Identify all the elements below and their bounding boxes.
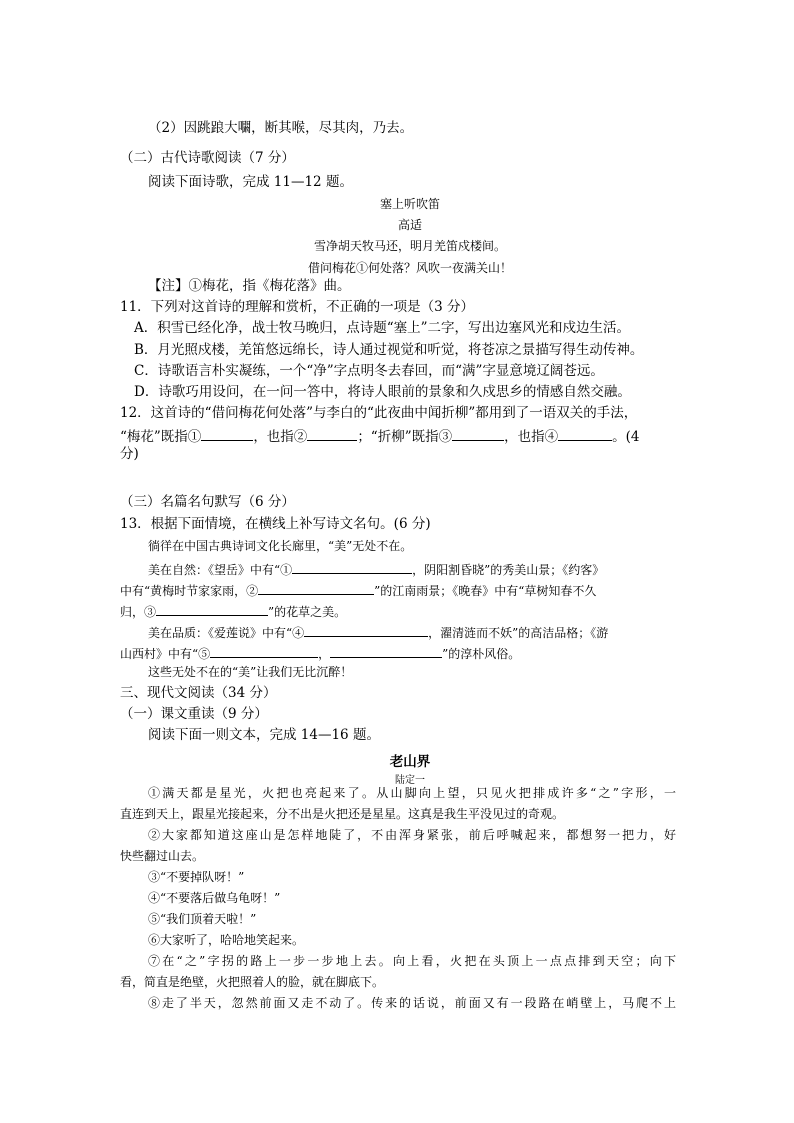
q11-option-c: C．诗歌语言朴实凝练，一个“净”字点明冬去春回，而“满”字显意境辽阔苍远。: [134, 363, 604, 379]
para-7-line-2: 看，简直是绝壁，火把照着人的脸，就在脚底下。: [120, 975, 385, 989]
character-text-2a: 山西村》中有“⑤: [120, 647, 211, 661]
q10-sentence-2: （2）因跳踉大㘚，断其喉，尽其肉，乃去。: [148, 120, 414, 136]
dictation-closing: 这些无处不在的“美”让我们无比沉醉！: [148, 665, 353, 679]
answer-blank-1[interactable]: [201, 428, 253, 441]
nature-text-2b: ”的江南雨景；《晚春》中有“草树知春不久: [374, 584, 597, 598]
para-2-line-2: 快些翻过山去。: [120, 849, 205, 863]
dictation-blank-3[interactable]: [156, 603, 268, 616]
dictation-blank-5b[interactable]: [330, 645, 442, 658]
modern-sub-heading: （一）课文重读（9 分）: [120, 706, 268, 722]
q11-option-b: B．月光照戍楼，羌笛悠远绵长，诗人通过视觉和听觉，将苍凉之景描写得生动传神。: [134, 342, 644, 358]
dictation-blank-5a[interactable]: [210, 645, 318, 658]
character-text-2c: ”的淳朴风俗。: [442, 647, 521, 661]
modern-instruction: 阅读下面一则文本，完成 14—16 题。: [148, 727, 380, 743]
para-7-text-1: ⑦在“之”字拐的路上一步一步地上去。向上看，火把在头顶上一点点排到天空；向下: [148, 954, 676, 968]
q11-stem: 11．下列对这首诗的理解和赏析，不正确的一项是（3 分）: [120, 299, 475, 315]
poem-line-1: 雪净胡天牧马还，明月羌笛戍楼间。: [313, 239, 506, 253]
dictation-blank-2[interactable]: [258, 582, 374, 595]
para-1-line-1: [148, 787, 676, 799]
dictation-blank-4[interactable]: [304, 624, 428, 637]
para-6: ⑥大家听了，哈哈地笑起来。: [148, 933, 305, 947]
para-1-line-2: 直连到天上，跟星光接起来，分不出是火把还是星星。这真是我生平没见过的奇观。: [120, 807, 565, 821]
q11-option-a: A．积雪已经化净，战士牧马晚归，点诗题“塞上”二字，写出边塞风光和戍边生活。: [134, 320, 631, 336]
answer-blank-3[interactable]: [452, 428, 504, 441]
dictation-intro: 徜徉在中国古典诗词文化长廊里，“美”无处不在。: [148, 539, 413, 553]
answer-blank-4[interactable]: [558, 428, 612, 441]
article-title: 老山界: [389, 754, 431, 770]
character-text-1b: ，濯清涟而不妖”的高洁品格；《游: [428, 626, 609, 640]
para-3: ③“不要掉队呀！”: [148, 870, 245, 884]
para-1-text-1: ①满天都是星光，火把也亮起来了。从山脚向上望，只见火把排成许多“之”字形，一: [148, 786, 676, 800]
character-line-2: [120, 645, 520, 660]
dictation-heading: （三）名篇名句默写（6 分）: [120, 494, 295, 510]
poem-note: 【注】①梅花，指《梅花落》曲。: [148, 278, 351, 294]
nature-text-1a: 美在自然：《望岳》中有“①: [148, 563, 293, 577]
para-7-line-1: [148, 955, 676, 967]
nature-line-2: [120, 582, 596, 597]
modern-heading: 三、现代文阅读（34 分）: [120, 685, 277, 701]
poem-author: 高适: [397, 218, 422, 232]
q13-stem: 13．根据下面情境，在横线上补写诗文名句。(6 分): [120, 516, 431, 532]
poetry-instruction: 阅读下面诗歌，完成 11—12 题。: [148, 174, 353, 190]
q12-text-3: ；“折柳”既指③: [357, 429, 453, 445]
dictation-blank-1[interactable]: [292, 561, 412, 574]
poem-line-2: 借问梅花①何处落？风吹一夜满关山！: [307, 261, 512, 275]
nature-line-3: [120, 603, 346, 618]
nature-text-1b: ，阴阳割昏晓”的秀美山景；《约客》: [412, 563, 605, 577]
para-2-text-1: ②大家都知道这座山是怎样地陡了，不由浑身紧张，前后呼喊起来，都想努一把力，好: [148, 828, 676, 842]
q12-text-1: “梅花”既指①: [120, 429, 202, 445]
poem-title: 塞上听吹笛: [379, 197, 440, 211]
nature-line-1: [148, 561, 604, 576]
q12-text-2: ，也指②: [253, 429, 308, 445]
nature-text-3a: 归，③: [120, 605, 157, 619]
q12-text-5: 。(4: [612, 429, 640, 445]
para-5: ⑤“我们顶着天啦！”: [148, 912, 257, 926]
para-4: ④“不要落后做乌龟呀！”: [148, 891, 281, 905]
q12-line-2: [120, 428, 639, 445]
para-8-line-1: [148, 997, 676, 1009]
para-8-text-1: ⑧走了半天，忽然前面又走不动了。传来的话说，前面又有一段路在峭壁上，马爬不上: [148, 996, 676, 1010]
q12-line-3: 分): [120, 446, 139, 462]
article-author: 陆定一: [395, 775, 425, 786]
answer-blank-2[interactable]: [307, 428, 357, 441]
poetry-heading: （二）古代诗歌阅读（7 分）: [120, 150, 295, 166]
q11-option-d: D．诗歌巧用设问，在一问一答中，将诗人眼前的景象和久戍思乡的情感自然交融。: [134, 384, 631, 400]
para-2-line-1: [148, 829, 676, 841]
character-text-1a: 美在品质：《爱莲说》中有“④: [148, 626, 305, 640]
character-line-1: [148, 624, 608, 639]
q12-text-4: ，也指④: [504, 429, 559, 445]
nature-text-2a: 中有“黄梅时节家家雨，②: [120, 584, 259, 598]
character-text-2b: ，: [318, 647, 331, 661]
q12-line-1: 12．这首诗的“借问梅花何处落”与李白的“此夜曲中闻折柳”都用到了一语双关的手法，: [120, 405, 638, 421]
nature-text-3b: ”的花草之美。: [268, 605, 347, 619]
